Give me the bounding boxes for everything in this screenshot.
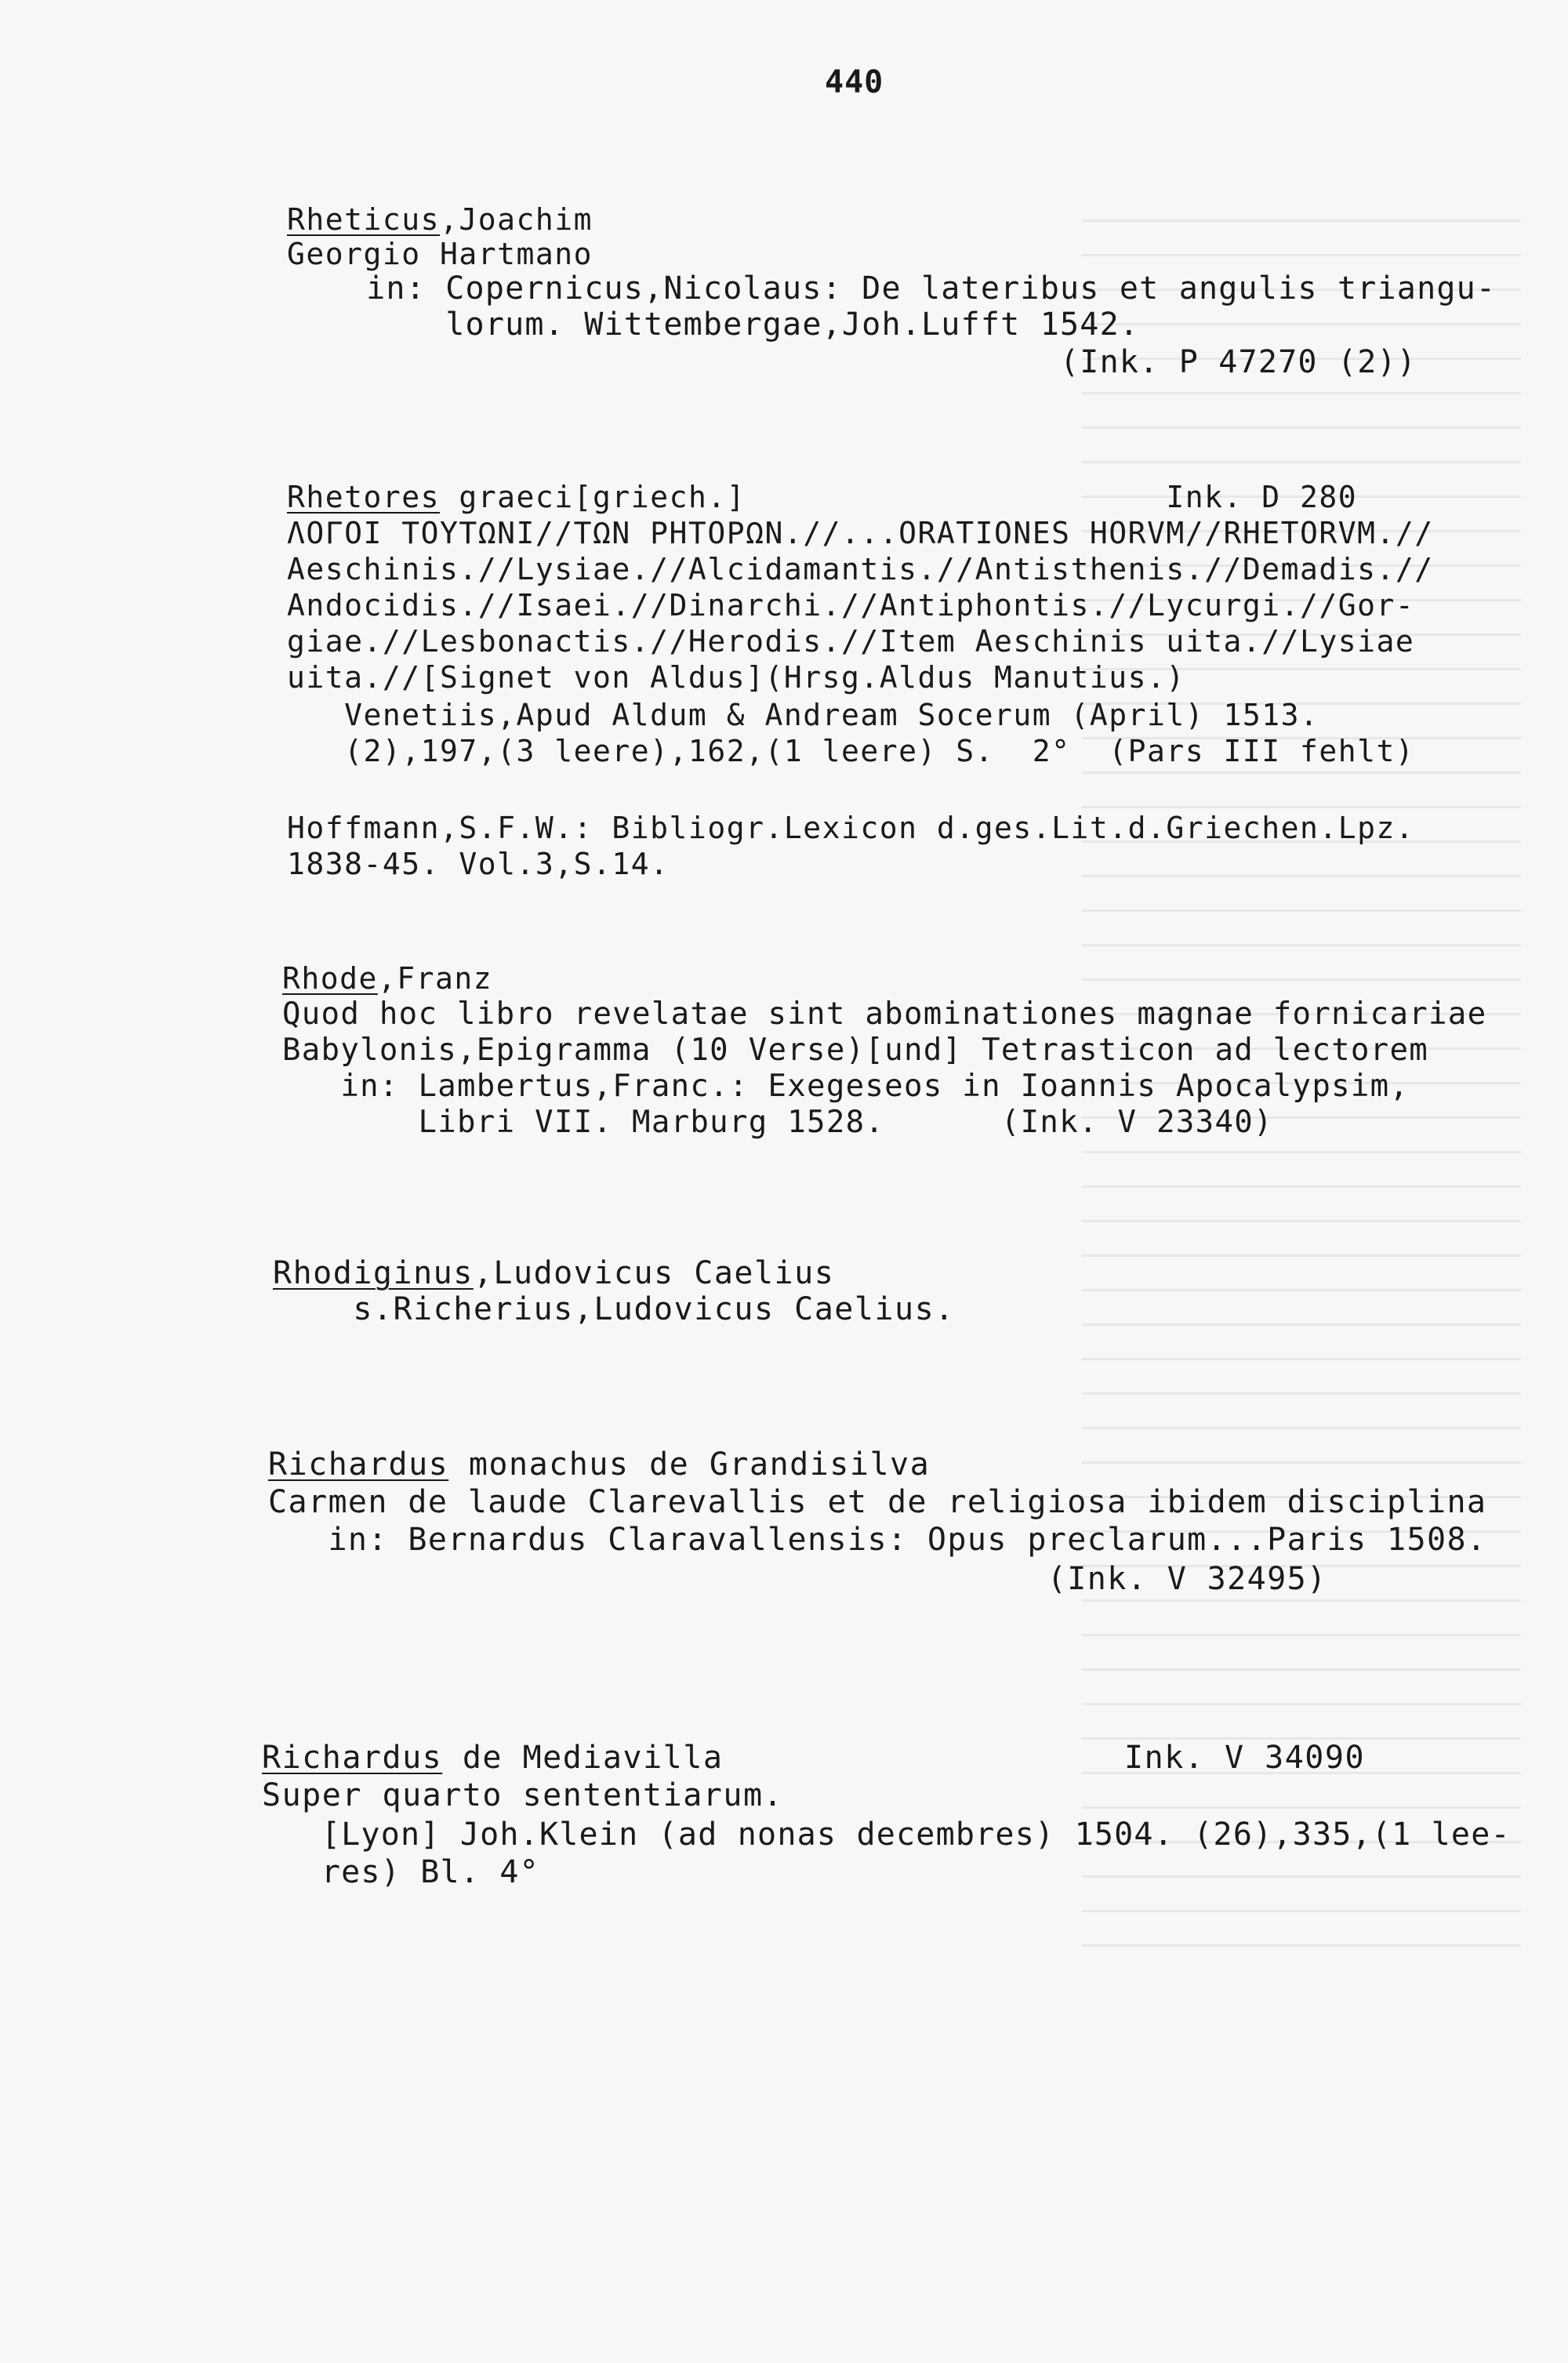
heading-name: Rhetores	[287, 480, 441, 514]
entry-line: Libri VII. Marburg 1528. (Ink. V 23340)	[282, 1105, 1273, 1140]
entry-heading	[273, 1256, 834, 1290]
entry-line: Carmen de laude Clarevallis et de religiosa ibidem disciplina	[268, 1484, 1487, 1520]
entry-heading	[268, 1447, 930, 1482]
heading-name: Richardus	[262, 1740, 443, 1776]
entry-line: Quod hoc libro revelatae sint abominationes magnae fornicariae	[282, 996, 1487, 1032]
heading-name: Rheticus	[287, 202, 441, 237]
entry-line: in: Bernardus Claravallensis: Opus preclarum...Paris 1508.	[268, 1522, 1487, 1558]
heading-rest: ,Joachim	[440, 202, 593, 237]
heading-rest: ,Ludovicus Caelius	[473, 1255, 835, 1291]
entry-line: ΛΟΓΟΙ ΤΟΥΤΩΝΙ//ΤΩΝ ΡΗΤΟΡΩΝ.//...ORATIONES HORVM//RHETORVM.//	[287, 516, 1434, 550]
heading-rest: graeci[griech.] Ink. D 280	[440, 480, 1358, 514]
entry-line: in: Lambertus,Franc.: Exegeseos in Ioannis Apocalypsim,	[282, 1069, 1410, 1104]
entry-line: Georgio Hartmano	[287, 237, 593, 271]
heading-name: Rhodiginus	[273, 1255, 474, 1291]
page-number: 440	[825, 64, 884, 100]
entry-line: Andocidis.//Isaei.//Dinarchi.//Antiphontis.//Lycurgi.//Gor-	[287, 588, 1415, 623]
entry-line: Aeschinis.//Lysiae.//Alcidamantis.//Antisthenis.//Demadis.//	[287, 552, 1434, 586]
entry-call-number: (Ink. P 47270 (2))	[287, 344, 1417, 380]
heading-name: Richardus	[268, 1446, 449, 1483]
heading-name: Rhode	[282, 961, 378, 996]
entry-heading	[287, 480, 1357, 514]
entry-heading	[262, 1740, 1365, 1775]
entry-line: in: Copernicus,Nicolaus: De lateribus et angulis triangu-	[287, 270, 1497, 307]
entry-line: 1838-45. Vol.3,S.14.	[287, 847, 670, 881]
heading-rest: ,Franz	[377, 961, 493, 996]
entry-line: Hoffmann,S.F.W.: Bibliogr.Lexicon d.ges.Lit.d.Griechen.Lpz.	[287, 811, 1415, 845]
entry-line: Venetiis,Apud Aldum & Andream Socerum (April) 1513.	[287, 698, 1319, 732]
entry-line: Super quarto sententiarum.	[262, 1777, 784, 1813]
entry-call-number: (Ink. V 32495)	[268, 1561, 1327, 1597]
entry-line: uita.//[Signet von Aldus](Hrsg.Aldus Manutius.)	[287, 660, 1185, 695]
entry-line: lorum. Wittembergae,Joh.Lufft 1542.	[287, 307, 1140, 343]
entry-heading	[287, 202, 593, 237]
entry-line: giae.//Lesbonactis.//Herodis.//Item Aeschinis uita.//Lysiae	[287, 624, 1415, 659]
entry-line: Babylonis,Epigramma (10 Verse)[und] Tetrasticon ad lectorem	[282, 1033, 1429, 1068]
entry-line: (2),197,(3 leere),162,(1 leere) S. 2° (Pars III fehlt)	[287, 734, 1415, 768]
entry-line: [Lyon] Joh.Klein (ad nonas decembres) 1504. (26),335,(1 lee-	[262, 1817, 1511, 1853]
entry-cross-reference: s.Richerius,Ludovicus Caelius.	[273, 1291, 955, 1327]
heading-rest: de Mediavilla Ink. V 34090	[442, 1740, 1366, 1776]
entry-heading	[282, 961, 492, 996]
entry-line: res) Bl. 4°	[262, 1854, 539, 1890]
heading-rest: monachus de Grandisilva	[448, 1446, 931, 1483]
